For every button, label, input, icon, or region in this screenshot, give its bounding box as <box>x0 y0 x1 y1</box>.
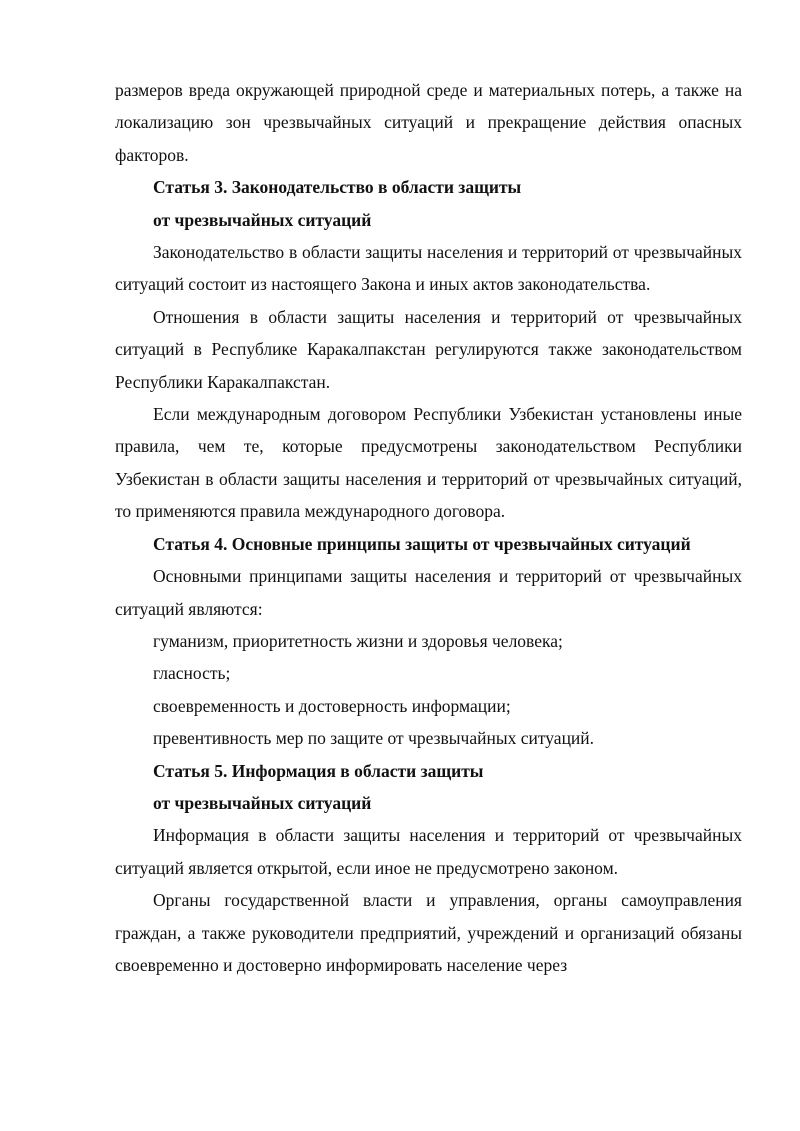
article-4-paragraph: Основными принципами защиты населения и территорий от чрезвычайных ситуаций являются: <box>115 566 742 619</box>
article-4-heading: Статья 4. Основные принципы защиты от чрезвычайных ситуаций <box>153 533 691 554</box>
article-3-paragraph-2: Отношения в области защиты населения и территорий от чрезвычайных ситуаций в Республике Каракалпакстан регулируются также законодательством Республики Каракалпакстан. <box>115 306 742 392</box>
paragraph-continuation: размеров вреда окружающей природной среде и материальных потерь, а также на локализацию зон чрезвычайных ситуаций и прекращение действия опасных факторов. <box>115 80 742 165</box>
principle-item: гуманизм, приоритетность жизни и здоровья человека; <box>153 630 563 651</box>
article-3-heading-line-2: от чрезвычайных ситуаций <box>153 209 372 230</box>
article-3-paragraph-3: Если международным договором Республики Узбекистан установлены иные правила, чем те, которые предусмотрены законодательством Республики Узбекистан в области защиты населения и территорий от чрезвычайных ситуаций, то применяются правила международного договора. <box>115 404 742 522</box>
article-3-heading-line-1: Статья 3. Законодательство в области защиты <box>153 177 522 198</box>
article-5-paragraph-1: Информация в области защиты населения и территорий от чрезвычайных ситуаций является открытой, если иное не предусмотрено законом. <box>115 825 742 878</box>
article-5-paragraph-2: Органы государственной власти и управления, органы самоуправления граждан, а также руководители предприятий, учреждений и организаций обязаны своевременно и достоверно информировать население через <box>115 890 742 975</box>
article-5-heading-line-2: от чрезвычайных ситуаций <box>153 792 372 813</box>
article-3-paragraph-1: Законодательство в области защиты населения и территорий от чрезвычайных ситуаций состоит из настоящего Закона и иных актов законодательства. <box>115 242 742 295</box>
principle-item: превентивность мер по защите от чрезвычайных ситуаций. <box>153 728 595 749</box>
principle-item: своевременность и достоверность информации; <box>153 695 511 716</box>
principle-item: гласность; <box>153 663 231 684</box>
document-page <box>115 74 742 981</box>
article-5-heading-line-1: Статья 5. Информация в области защиты <box>153 760 484 781</box>
